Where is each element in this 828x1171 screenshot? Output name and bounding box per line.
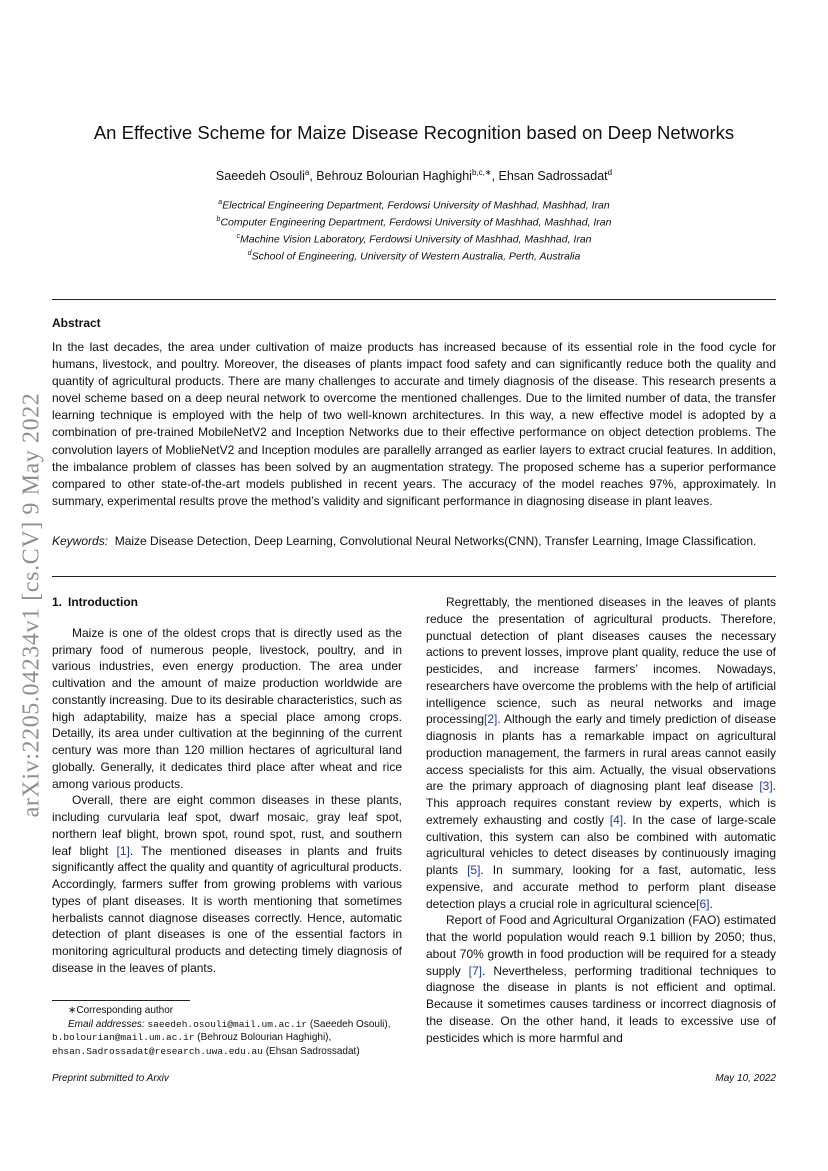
email-owner: (Behrouz Bolourian Haghighi),: [194, 1032, 332, 1043]
email-owner: (Saeedeh Osouli),: [307, 1018, 391, 1030]
affiliation-line: [52, 213, 776, 230]
paragraph-text: Regrettably, the mentioned diseases in the leaves of plants reduce the presentation of agricultural products. Therefore, punctual detection of plant diseases causes the necessary actions to prevent losses, improve plant quality, reduce the use of pesticides, and increase farmers’ incomes. Nowadays, researchers have overcome the problems with the help of artificial intelligence science, such as neural networks and image processing: [426, 595, 776, 727]
paragraph-text: . This approach requires constant review by experts, which is extremely exhausting and costly: [426, 779, 776, 827]
footer-preprint-note: Preprint submitted to Arxiv: [52, 1073, 169, 1084]
author-list: [52, 168, 776, 183]
arxiv-identifier-stamp: [12, 360, 52, 850]
paragraph-text: . In the case of large-scale cultivation, this system can also be combined with automatic agricultural vehicles to detect diseases by continuously imaging plants: [426, 812, 777, 877]
footnote: [52, 1004, 402, 1058]
abstract-top-rule: [52, 299, 776, 300]
affiliation-list: [52, 196, 776, 264]
citation-link[interactable]: [4]: [609, 812, 624, 827]
right-paragraphs: [426, 594, 776, 1046]
affiliation-mark: d: [247, 249, 252, 257]
paragraph-text: Report of Food and Agricultural Organization (FAO) estimated that the world population would reach 9.1 billion by 2050; thus, about 70% growth in food production will be required for a steady supply: [426, 913, 776, 978]
paragraph-text: . The mentioned diseases in plants and fruits significantly affect the quality and quantity of agricultural products. Accordingly, farmers suffer from growing problems with various types of plant diseases. It is worth mentioning that sometimes herbalists cannot diagnose diseases correctly. Hence, automatic detection of plant diseases is one of the essential factors in monitoring agricultural products and detecting timely diagnosis of disease in the leaves of plants.: [52, 843, 403, 975]
affiliation-line: [52, 230, 776, 247]
paragraph-text: . In summary, looking for a fast, automatic, less expensive, and accurate method to perform plant disease detection plays a crucial role in agricultural science: [426, 863, 777, 911]
body-paragraph: [426, 594, 776, 912]
author-name: Behrouz Bolourian Haghighi: [316, 169, 472, 184]
email-owner: (Ehsan Sadrossadat): [262, 1045, 360, 1057]
body-paragraph: [52, 625, 402, 793]
author-affiliation-mark: a: [304, 168, 310, 177]
author-separator: ,: [491, 169, 499, 184]
paragraph-text: Maize is one of the oldest crops that is directly used as the primary food of numerous people, livestock, poultry, and in various industries, even energy production. The area under cultivation and the amount of maize production worldwide are constantly increasing. Due to its desirable characteristics, such as high adaptability, maize has a special place among crops. Detailly, its area under cultivation at the beginning of the current century was more than 120 million hectares of agricultural land globally. Generally, it dedicates third place after wheat and rice among various products.: [52, 625, 402, 791]
author-affiliation-mark: b,c,∗: [471, 168, 492, 177]
body-paragraph: [426, 912, 776, 1046]
citation-link[interactable]: [2]: [484, 712, 498, 727]
paragraph-text: Overall, there are eight common diseases in these plants, including curvularia leaf spot, dwarf mosaic, gray leaf spot, northern leaf blight, brown spot, round spot, rust, and southern leaf blight: [52, 793, 402, 858]
author-affiliation-mark: d: [607, 168, 613, 177]
email-addresses: [52, 1018, 402, 1059]
email-link[interactable]: b.bolourian@mail.um.ac.ir: [52, 1032, 195, 1043]
right-column: [426, 594, 776, 1046]
abstract-heading: Abstract: [52, 316, 101, 330]
footer-date: May 10, 2022: [715, 1073, 776, 1084]
section-heading: [52, 594, 402, 611]
paragraph-text: .: [709, 896, 713, 911]
author-name: Ehsan Sadrossadat: [498, 169, 608, 184]
affiliation-line: [52, 196, 776, 213]
citation-link[interactable]: [3]: [759, 779, 773, 794]
citation-link[interactable]: [5]: [467, 863, 481, 877]
footnote-rule: [52, 1000, 190, 1001]
email-label: Email addresses:: [68, 1018, 145, 1030]
affiliation-mark: a: [218, 199, 223, 206]
corresponding-author-note: ∗Corresponding author: [68, 1005, 174, 1016]
section-title: Introduction: [68, 595, 138, 609]
paragraph-text: . Although the early and timely prediction of disease diagnosis in plants has a remarkable impact on agricultural production management, the farmers in rural areas cannot easily access specialists for this aim. Actually, the visual observations are the primary approach of diagnosing plant leaf disease: [426, 712, 776, 794]
affiliation-mark: c: [236, 232, 240, 240]
affiliation-text: Computer Engineering Department, Ferdowsi University of Mashhad, Mashhad, Iran: [220, 216, 612, 229]
arxiv-identifier-text: arXiv:2205.04234v1 [cs.CV] 9 May 2022: [18, 392, 45, 818]
citation-link[interactable]: [1]: [116, 843, 130, 858]
body-paragraph: [52, 792, 402, 976]
keywords-text: Maize Disease Detection, Deep Learning, Convolutional Neural Networks(CNN), Transfer Learning, Image Classification.: [114, 534, 757, 548]
affiliation-text: School of Engineering, University of Western Australia, Perth, Australia: [251, 250, 581, 263]
email-link[interactable]: saeedeh.osouli@mail.um.ac.ir: [147, 1018, 308, 1030]
affiliation-text: Electrical Engineering Department, Ferdowsi University of Mashhad, Mashhad, Iran: [222, 199, 610, 212]
keywords-label: Keywords:: [52, 534, 109, 548]
affiliation-line: [52, 247, 776, 264]
paper-title: An Effective Scheme for Maize Disease Recognition based on Deep Networks: [93, 122, 735, 143]
abstract-text: In the last decades, the area under cultivation of maize products has increased because of its essential role in the food cycle for humans, livestock, and poultry. Moreover, the diseases of plants impact food safety and can significantly reduce both the quality and quantity of agricultural products. There are many challenges to accurate and timely diagnosis of the disease. This research presents a novel scheme based on a deep neural network to overcome the mentioned challenges. Due to the limited number of data, the transfer learning technique is employed with the help of two well-known architectures. In this way, a new effective model is adopted by a combination of pre-trained MobileNetV2 and Inception Networks due to their effective performance on object detection problems. The convolution layers of MoblieNetV2 and Inception modules are parallelly arranged as earlier layers to extract crucial features. In addition, the imbalance problem of classes has been solved by an augmentation strategy. The proposed scheme has a superior performance compared to other state-of-the-art models published in recent years. The accuracy of the model reaches 97%, approximately. In summary, experimental results prove the method’s validity and significant performance in diagnosing disease in plant leaves.: [52, 340, 776, 508]
keywords: [52, 533, 776, 549]
affiliation-mark: b: [216, 215, 221, 223]
author-name: Saeedeh Osouli: [215, 169, 305, 184]
left-paragraphs: [52, 625, 402, 977]
abstract-bottom-rule: [52, 576, 776, 577]
email-link[interactable]: ehsan.Sadrossadat@research.uwa.edu.au: [52, 1045, 263, 1057]
left-column: [52, 594, 402, 977]
author-separator: ,: [309, 169, 317, 184]
citation-link[interactable]: [6]: [696, 896, 710, 911]
affiliation-text: Machine Vision Laboratory, Ferdowsi University of Mashhad, Mashhad, Iran: [239, 233, 592, 246]
section-number: 1.: [52, 595, 63, 609]
citation-link[interactable]: [7]: [468, 963, 483, 978]
paragraph-text: . Nevertheless, performing traditional techniques to diagnose the disease in plants is not efficient and optimal. Because it sometimes causes tardiness or incorrect diagnosis of the disease. On the other hand, it leads to excessive use of pesticides which is more harmful and: [426, 963, 777, 1045]
